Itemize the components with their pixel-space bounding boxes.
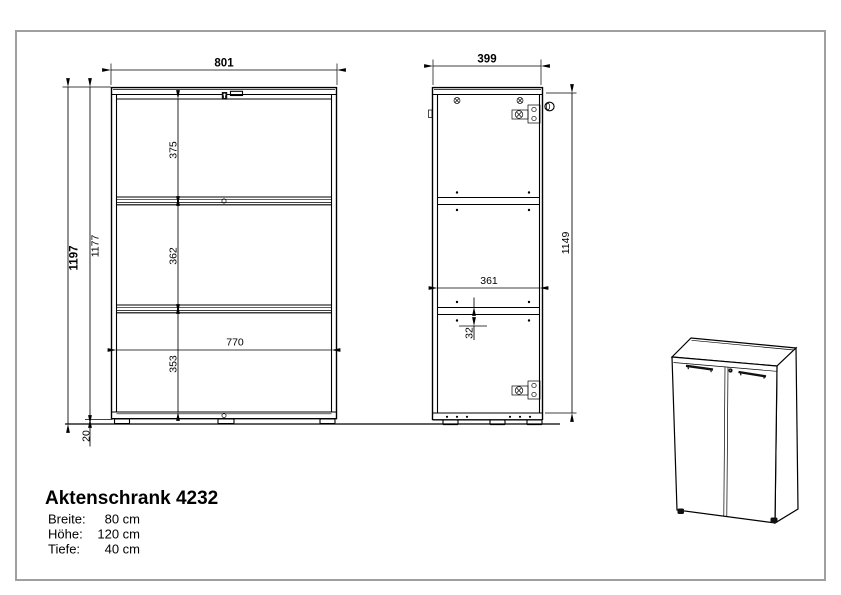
spec-label-depth: Tiefe: — [48, 541, 81, 557]
lock-detail — [222, 92, 227, 100]
spec-value-depth: 40 cm — [104, 541, 140, 557]
cabinet-foot-left — [678, 509, 685, 515]
front-shelf-bottom — [117, 305, 332, 313]
screw-icons — [454, 98, 523, 104]
spec-value-width: 80 cm — [104, 511, 140, 527]
hinge-bottom-detail — [512, 381, 540, 399]
knob-detail — [545, 102, 554, 111]
front-plinth — [111, 412, 337, 418]
hinge-pin-detail — [429, 110, 433, 118]
dim-feet-height: 20 — [80, 430, 93, 442]
hinge-top-detail — [512, 105, 540, 123]
dim-height-body: 1177 — [89, 234, 102, 258]
side-shelf-top — [438, 191, 540, 211]
cabinet-side-face — [775, 348, 798, 523]
dim-depth: 399 — [477, 53, 497, 66]
dim-side-height: 1149 — [560, 231, 572, 255]
front-feet — [115, 419, 336, 424]
side-shelf-bottom — [438, 301, 540, 322]
spec-label-height: Höhe: — [48, 526, 83, 542]
dim-section-top: 375 — [167, 141, 180, 159]
dim-section-bottom: 353 — [167, 355, 180, 373]
front-cabinet-outline — [111, 87, 337, 419]
dim-width: 801 — [214, 57, 234, 70]
side-cabinet-outline — [432, 87, 543, 420]
cabinet-foot-right — [771, 518, 778, 524]
dim-inner-depth: 361 — [480, 275, 498, 287]
front-view — [63, 58, 338, 447]
side-dimensions — [433, 54, 577, 414]
side-view — [429, 54, 577, 425]
title-block — [45, 488, 218, 557]
dim-inner-width: 770 — [226, 336, 244, 349]
spec-value-height: 120 cm — [97, 526, 140, 542]
door-lock — [728, 368, 732, 372]
dim-section-middle: 362 — [167, 247, 180, 265]
spec-label-width: Breite: — [48, 511, 86, 527]
front-shelf-top — [117, 197, 332, 205]
product-title: Aktenschrank 4232 — [45, 488, 219, 509]
perspective-view — [672, 338, 798, 523]
dim-hole-pitch: 32 — [463, 327, 476, 339]
dim-height-total: 1197 — [68, 245, 81, 271]
front-dimensions — [63, 58, 338, 447]
side-bottom-holes — [446, 416, 531, 418]
